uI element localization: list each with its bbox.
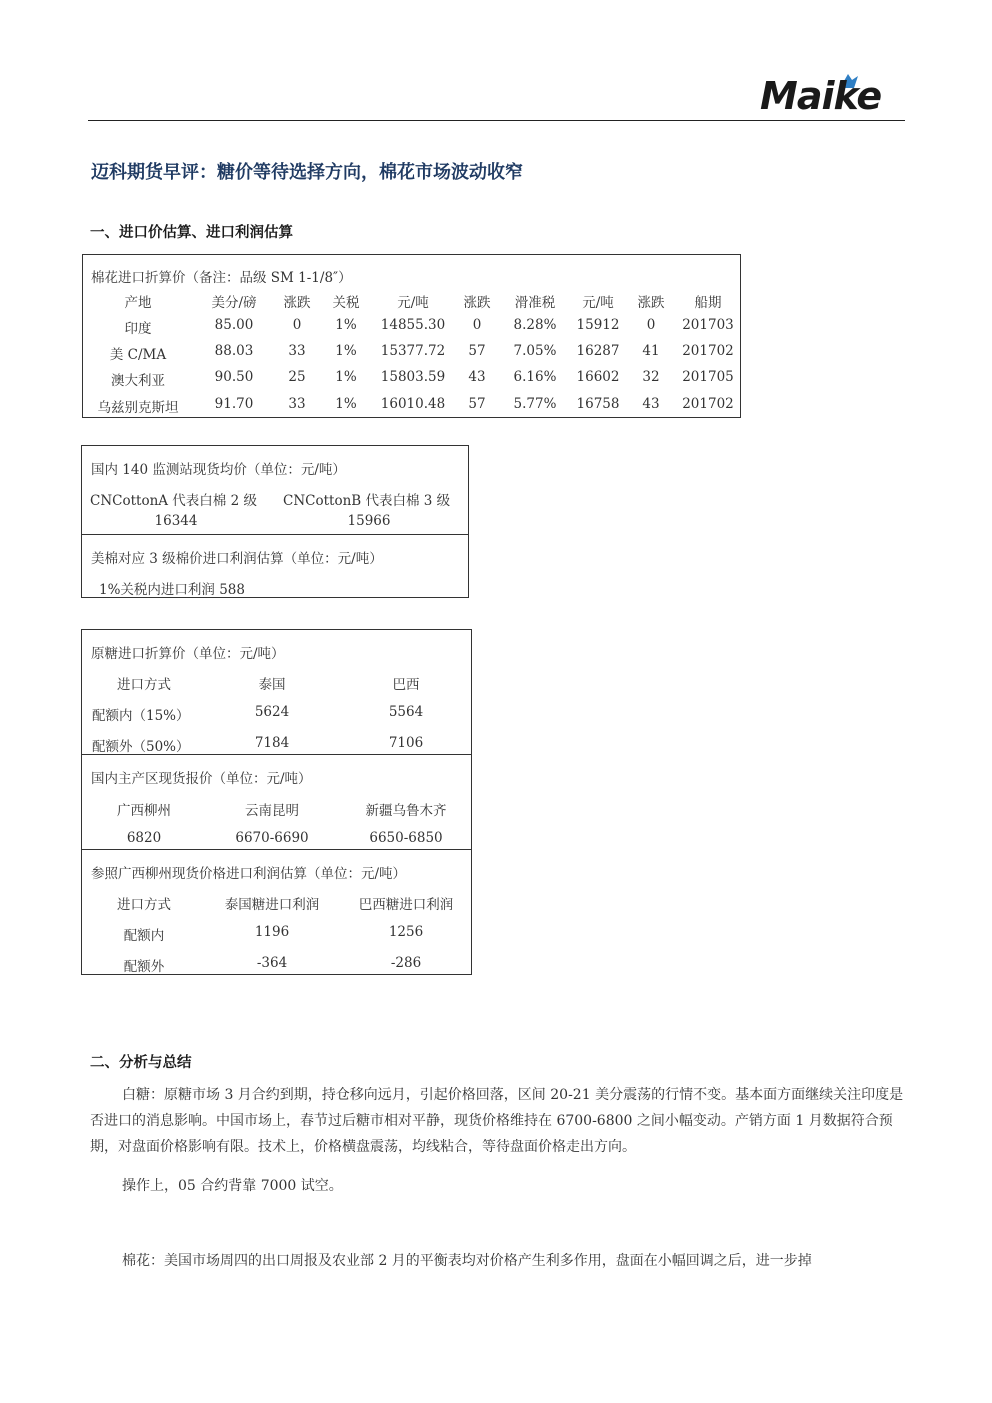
- cotton-import-cell: 90.50: [214, 369, 254, 385]
- cncottona-value: 16344: [154, 513, 198, 529]
- cotton-import-column-header: 涨跌: [637, 295, 665, 311]
- cotton-import-cell: 14855.30: [380, 317, 446, 333]
- sugar-spot-caption: 国内主产区现货报价（单位：元/吨）: [91, 771, 312, 787]
- cotton-import-cell: 33: [288, 343, 306, 359]
- cotton-import-column-header: 美分/磅: [211, 295, 257, 311]
- section1-heading: 一、进口价估算、进口利润估算: [90, 225, 293, 241]
- sugar-import-value: 7184: [254, 735, 290, 751]
- cotton-import-caption: 棉花进口折算价（备注：品级 SM 1-1/8″）: [91, 270, 352, 286]
- cotton-import-cell: 16010.48: [380, 396, 446, 412]
- sugar-import-value: 7106: [388, 735, 424, 751]
- cotton-origin-cell: 美 C/MA: [109, 347, 167, 363]
- domestic-cotton-divider: [82, 534, 468, 535]
- sugar-profit-header: 进口方式: [117, 897, 171, 913]
- cotton-import-cell: 85.00: [214, 317, 254, 333]
- maike-logo: [760, 72, 895, 118]
- cncottona-label: CNCottonA 代表白棉 2 级: [90, 493, 257, 509]
- cotton-import-cell: 16602: [576, 369, 620, 385]
- sugar-profit-value: -364: [256, 955, 288, 971]
- cotton-import-column-header: 滑准税: [514, 295, 556, 311]
- header-divider: [88, 120, 905, 121]
- cotton-import-cell: 25: [288, 369, 306, 385]
- cotton-import-cell: 201705: [682, 369, 734, 385]
- cotton-origin-cell: 印度: [124, 321, 152, 337]
- cotton-origin-cell: 澳大利亚: [111, 373, 165, 389]
- cotton-import-cell: 15912: [576, 317, 620, 333]
- cotton-import-cell: 0: [646, 317, 656, 333]
- cotton-import-cell: 201702: [682, 396, 734, 412]
- cotton-import-column-header: 元/吨: [582, 295, 614, 311]
- cotton-profit-caption: 美棉对应 3 级棉价进口利润估算（单位：元/吨）: [91, 551, 383, 567]
- sugar-import-label: 配额内（15%）: [92, 708, 190, 724]
- sugar-spot-region: 广西柳州: [117, 803, 171, 819]
- cotton-import-cell: 1%: [335, 343, 357, 359]
- sugar-profit-value: 1196: [254, 924, 290, 940]
- cotton-import-cell: 16758: [576, 396, 620, 412]
- cotton-import-cell: 7.05%: [513, 343, 557, 359]
- cotton-import-cell: 16287: [576, 343, 620, 359]
- sugar-import-value: 5564: [388, 704, 424, 720]
- cotton-import-cell: 33: [288, 396, 306, 412]
- cotton-import-cell: 91.70: [214, 396, 254, 412]
- cotton-import-column-header: 涨跌: [283, 295, 311, 311]
- cotton-import-column-header: 产地: [124, 295, 152, 311]
- cotton-import-column-header: 船期: [694, 295, 722, 311]
- cotton-import-cell: 5.77%: [513, 396, 557, 412]
- cotton-import-column-header: 涨跌: [463, 295, 491, 311]
- domestic-cotton-box: [81, 445, 469, 598]
- domestic-cotton-caption: 国内 140 监测站现货均价（单位：元/吨）: [91, 462, 346, 478]
- sugar-import-label: 配额外（50%）: [92, 739, 190, 755]
- sugar-spot-price: 6650-6850: [369, 830, 443, 846]
- cncottonb-label: CNCottonB 代表白棉 3 级: [283, 493, 451, 509]
- sugar-divider: [82, 849, 471, 850]
- sugar-import-header: 进口方式: [117, 677, 171, 693]
- sugar-table: [81, 629, 472, 975]
- cotton-origin-cell: 乌兹别克斯坦: [97, 400, 179, 416]
- section2-heading: 二、分析与总结: [90, 1055, 192, 1071]
- sugar-profit-value: 1256: [388, 924, 424, 940]
- sugar-profit-header: 巴西糖进口利润: [358, 897, 454, 913]
- cotton-import-cell: 8.28%: [513, 317, 557, 333]
- cotton-import-cell: 41: [642, 343, 660, 359]
- cotton-import-cell: 201703: [682, 317, 734, 333]
- cotton-import-cell: 6.16%: [513, 369, 557, 385]
- cotton-import-cell: 1%: [335, 396, 357, 412]
- sugar-profit-label: 配额内: [123, 928, 165, 944]
- sugar-spot-price: 6820: [126, 830, 162, 846]
- cotton-import-cell: 57: [468, 343, 486, 359]
- cotton-import-cell: 0: [472, 317, 482, 333]
- cotton-import-cell: 0: [292, 317, 302, 333]
- cotton-profit-text: 1%关税内进口利润 588: [99, 582, 245, 598]
- sugar-import-header: 泰国: [258, 677, 286, 693]
- sugar-profit-header: 泰国糖进口利润: [224, 897, 320, 913]
- logo-text: Maike: [760, 74, 882, 118]
- sugar-import-header: 巴西: [392, 677, 420, 693]
- sugar-spot-region: 新疆乌鲁木齐: [365, 803, 447, 819]
- cotton-import-cell: 15803.59: [380, 369, 446, 385]
- cotton-import-cell: 43: [468, 369, 486, 385]
- sugar-analysis-paragraph: 白糖：原糖市场 3 月合约到期，持仓移向远月，引起价格回落，区间 20-21 美分震荡的行情不变。基本面方面继续关注印度是否进口的消息影响。中国市场上，春节过后糖市相对平静，现货价格维持在 6700-6800 之间小幅变动。产销方面 1 月数据符合预期，对盘面价格影响有限。技术上，价格横盘震荡，均线粘合，等待盘面价格走出方向。: [90, 1087, 904, 1155]
- cotton-import-cell: 15377.72: [380, 343, 446, 359]
- cotton-import-table: [82, 254, 741, 418]
- cotton-import-column-header: 关税: [332, 295, 360, 311]
- cotton-import-cell: 88.03: [214, 343, 254, 359]
- cotton-import-cell: 201702: [682, 343, 734, 359]
- cotton-import-cell: 43: [642, 396, 660, 412]
- cotton-import-cell: 57: [468, 396, 486, 412]
- page-title: 迈科期货早评：糖价等待选择方向，棉花市场波动收窄: [91, 162, 523, 183]
- sugar-import-caption: 原糖进口折算价（单位：元/吨）: [91, 646, 285, 662]
- sugar-import-value: 5624: [254, 704, 290, 720]
- cotton-import-cell: 1%: [335, 369, 357, 385]
- cotton-analysis-paragraph: 棉花：美国市场周四的出口周报及农业部 2 月的平衡表均对价格产生利多作用，盘面在小幅回调之后，进一步掉: [122, 1253, 812, 1269]
- cotton-import-cell: 1%: [335, 317, 357, 333]
- sugar-profit-caption: 参照广西柳州现货价格进口利润估算（单位：元/吨）: [91, 866, 407, 882]
- sugar-profit-label: 配额外: [123, 959, 165, 975]
- cncottonb-value: 15966: [347, 513, 391, 529]
- sugar-spot-price: 6670-6690: [235, 830, 309, 846]
- cotton-import-column-header: 元/吨: [397, 295, 429, 311]
- sugar-divider: [82, 754, 471, 755]
- sugar-profit-value: -286: [390, 955, 422, 971]
- sugar-spot-region: 云南昆明: [245, 803, 299, 819]
- cotton-import-cell: 32: [642, 369, 660, 385]
- sugar-operation-paragraph: 操作上，05 合约背靠 7000 试空。: [122, 1178, 343, 1194]
